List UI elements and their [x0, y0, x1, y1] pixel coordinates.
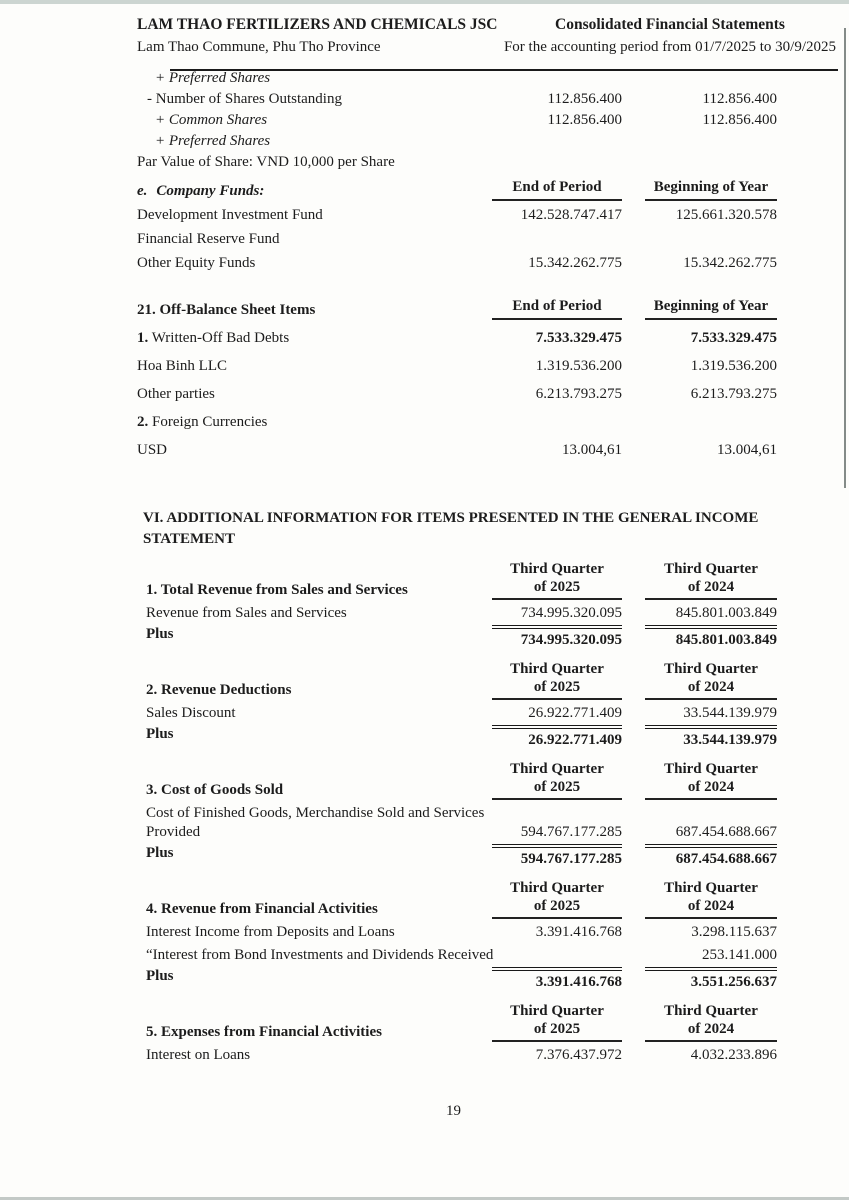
item-title: 3. Cost of Goods Sold [146, 782, 284, 798]
value-end-of-period: 7.533.329.475 [535, 330, 622, 346]
header-left [137, 15, 497, 57]
plus-total-row [146, 844, 800, 869]
company-funds-section [137, 178, 800, 273]
column-header-beginning-of-year: Beginning of Year [645, 297, 777, 320]
table-row [137, 132, 800, 151]
value-end-of-period: 6.213.793.275 [535, 386, 622, 402]
column-header-q3-2025 [492, 560, 622, 600]
value-end-of-period: 13.004,61 [562, 442, 622, 458]
item-title: 1. Total Revenue from Sales and Services [146, 582, 408, 598]
row-label-text: “Interest from Bond Investments and Dividends Received [146, 947, 494, 963]
column-header-row [146, 560, 800, 600]
column-header-q3-2025 [492, 760, 622, 800]
column-header-q3-2024 [645, 879, 777, 919]
table-row [137, 249, 800, 273]
value-end-of-period: 112.856.400 [547, 112, 622, 128]
table-row [146, 800, 800, 842]
table-row [137, 225, 800, 249]
value-q3-2025: 26.922.771.409 [528, 705, 622, 721]
column-header-line1: Third Quarter [510, 561, 604, 577]
column-header-row [146, 760, 800, 800]
row-label: Development Investment Fund [137, 207, 323, 223]
row-label: Hoa Binh LLC [137, 358, 227, 374]
value-beginning-of-year: 112.856.400 [702, 112, 777, 128]
value-end-of-period [492, 230, 622, 249]
value-beginning-of-year: 1.319.536.200 [690, 358, 777, 374]
row-label: Sales Discount [146, 705, 236, 721]
column-header-q3-2025 [492, 1002, 622, 1042]
section-letter: e. [137, 183, 148, 199]
page-edge-line [844, 28, 846, 488]
column-header-beginning-of-year: Beginning of Year [645, 178, 777, 201]
table-row [137, 348, 800, 376]
plus-total-row [146, 625, 800, 650]
table-row [137, 320, 800, 348]
column-header-line2: of 2024 [687, 898, 735, 914]
page-number: 19 [446, 1103, 461, 1119]
header-right [504, 15, 838, 57]
total-q3-2024: 33.544.139.979 [645, 725, 777, 750]
total-q3-2025: 734.995.320.095 [492, 625, 622, 650]
vi-item-2 [137, 660, 800, 750]
vi-item-1 [137, 560, 800, 650]
total-q3-2024: 687.454.688.667 [645, 844, 777, 869]
value-q3-2025: 594.767.177.285 [520, 824, 622, 840]
value-end-of-period: 142.528.747.417 [520, 207, 622, 223]
company-address: Lam Thao Commune, Phu Tho Province [137, 39, 381, 55]
plus-label: Plus [146, 726, 174, 742]
column-header-line2: of 2024 [687, 579, 735, 595]
total-q3-2025: 26.922.771.409 [492, 725, 622, 750]
value-end-of-period [492, 153, 622, 172]
total-q3-2025: 3.391.416.768 [492, 967, 622, 992]
table-row [137, 432, 800, 460]
column-header-line1: Third Quarter [510, 1003, 604, 1019]
row-label: Interest on Loans [146, 1047, 251, 1063]
vi-item-3 [137, 760, 800, 869]
row-number: 2. [137, 414, 149, 430]
column-header-line1: Third Quarter [510, 661, 604, 677]
column-header-q3-2025 [492, 879, 622, 919]
row-number: 1. [137, 330, 149, 346]
table-row [146, 600, 800, 623]
column-header-line1: Third Quarter [510, 880, 604, 896]
column-header-row [146, 660, 800, 700]
column-header-row [146, 879, 800, 919]
value-beginning-of-year: 125.661.320.578 [675, 207, 777, 223]
section-title-text: Company Funds: [156, 183, 265, 199]
value-beginning-of-year [645, 132, 777, 151]
column-header-line1: Third Quarter [664, 880, 758, 896]
table-row [146, 700, 800, 723]
accounting-period: For the accounting period from 01/7/2025 to 30/9/2025 [503, 39, 836, 55]
value-beginning-of-year: 6.213.793.275 [690, 386, 777, 402]
row-label: + Preferred Shares [155, 70, 271, 86]
row-label: Interest Income from Deposits and Loans [146, 924, 395, 940]
value-q3-2024: 845.801.003.849 [675, 605, 777, 621]
row-label-text: Foreign Currencies [152, 414, 268, 430]
value-beginning-of-year: 13.004,61 [717, 442, 777, 458]
row-label [137, 329, 469, 348]
item-title: 4. Revenue from Financial Activities [146, 901, 378, 917]
row-label: Revenue from Sales and Services [146, 605, 347, 621]
page-header [0, 0, 849, 57]
total-q3-2025: 594.767.177.285 [492, 844, 622, 869]
document-title: Consolidated Financial Statements [555, 16, 785, 33]
plus-label: Plus [146, 626, 174, 642]
value-q3-2024: 4.032.233.896 [690, 1047, 777, 1063]
row-label-text: Written-Off Bad Debts [151, 330, 290, 346]
column-header-line1: Third Quarter [510, 761, 604, 777]
value-q3-2024: 253.141.000 [702, 947, 777, 963]
column-header-q3-2024 [645, 1002, 777, 1042]
column-header-line1: Third Quarter [664, 561, 758, 577]
row-label: + Common Shares [155, 112, 268, 128]
column-header-row [146, 1002, 800, 1042]
value-q3-2025: 734.995.320.095 [520, 605, 622, 621]
column-header-line2: of 2025 [533, 1021, 581, 1037]
plus-total-row [146, 967, 800, 992]
section-vi-heading: VI. ADDITIONAL INFORMATION FOR ITEMS PRESENTED IN THE GENERAL INCOME STATEMENT [143, 510, 759, 547]
column-header-q3-2024 [645, 760, 777, 800]
plus-total-row [146, 725, 800, 750]
column-header-row [137, 297, 800, 320]
table-row [137, 153, 800, 172]
table-row [146, 919, 800, 942]
table-row [146, 1042, 800, 1065]
value-beginning-of-year [645, 153, 777, 172]
row-label: Other Equity Funds [137, 255, 256, 271]
table-row [137, 404, 800, 432]
value-q3-2024: 687.454.688.667 [675, 824, 777, 840]
value-beginning-of-year: 15.342.262.775 [683, 255, 777, 271]
table-row [137, 69, 800, 88]
row-label: - Number of Shares Outstanding [147, 91, 342, 107]
table-row [137, 90, 800, 109]
value-end-of-period: 1.319.536.200 [535, 358, 622, 374]
column-header-end-of-period: End of Period [492, 297, 622, 320]
table-row [137, 201, 800, 225]
item-title: 5. Expenses from Financial Activities [146, 1024, 382, 1040]
column-header-q3-2024 [645, 660, 777, 700]
column-header-q3-2024 [645, 560, 777, 600]
value-beginning-of-year: 7.533.329.475 [690, 330, 777, 346]
column-header-line2: of 2024 [687, 1021, 735, 1037]
column-header-end-of-period: End of Period [492, 178, 622, 201]
column-header-line1: Third Quarter [664, 761, 758, 777]
section-title: 21. Off-Balance Sheet Items [137, 302, 316, 318]
vi-item-5 [137, 1002, 800, 1065]
value-end-of-period: 15.342.262.775 [528, 255, 622, 271]
row-label: USD [137, 442, 168, 458]
column-header-line1: Third Quarter [664, 1003, 758, 1019]
value-end-of-period [492, 132, 622, 151]
header-rule [170, 69, 838, 71]
value-q3-2024: 3.298.115.637 [691, 924, 777, 940]
row-label-text: Cost of Finished Goods, Merchandise Sold and Services Provided [146, 805, 485, 840]
row-label: Par Value of Share: VND 10,000 per Share [137, 154, 395, 170]
value-q3-2025: 3.391.416.768 [535, 924, 622, 940]
column-header-line2: of 2025 [533, 898, 581, 914]
column-header-line2: of 2025 [533, 579, 581, 595]
plus-label: Plus [146, 968, 174, 984]
vi-item-4 [137, 879, 800, 992]
shares-section [137, 69, 800, 172]
row-label: Other parties [137, 386, 215, 402]
column-header-line1: Third Quarter [664, 661, 758, 677]
row-label [137, 413, 469, 432]
table-row [137, 376, 800, 404]
off-balance-section [137, 297, 800, 460]
value-beginning-of-year [645, 69, 777, 88]
total-q3-2024: 3.551.256.637 [645, 967, 777, 992]
value-q3-2024: 33.544.139.979 [683, 705, 777, 721]
value-beginning-of-year [645, 413, 777, 432]
column-header-q3-2025 [492, 660, 622, 700]
page-content [137, 69, 800, 1065]
table-row [137, 111, 800, 130]
section-title [137, 182, 469, 201]
plus-label: Plus [146, 845, 174, 861]
total-q3-2024: 845.801.003.849 [645, 625, 777, 650]
column-header-row [137, 178, 800, 201]
value-end-of-period: 112.856.400 [547, 91, 622, 107]
company-name: LAM THAO FERTILIZERS AND CHEMICALS JSC [137, 16, 498, 33]
row-label [146, 946, 494, 965]
row-label: + Preferred Shares [155, 133, 271, 149]
item-title: 2. Revenue Deductions [146, 682, 292, 698]
row-label: Financial Reserve Fund [137, 231, 280, 247]
column-header-line2: of 2025 [533, 779, 581, 795]
value-beginning-of-year [645, 230, 777, 249]
value-end-of-period [492, 413, 622, 432]
value-q3-2025: 7.376.437.972 [535, 1047, 622, 1063]
column-header-line2: of 2025 [533, 679, 581, 695]
table-row [146, 942, 800, 965]
row-label [146, 804, 485, 842]
value-end-of-period [492, 69, 622, 88]
column-header-line2: of 2024 [687, 779, 735, 795]
value-beginning-of-year: 112.856.400 [702, 91, 777, 107]
column-header-line2: of 2024 [687, 679, 735, 695]
